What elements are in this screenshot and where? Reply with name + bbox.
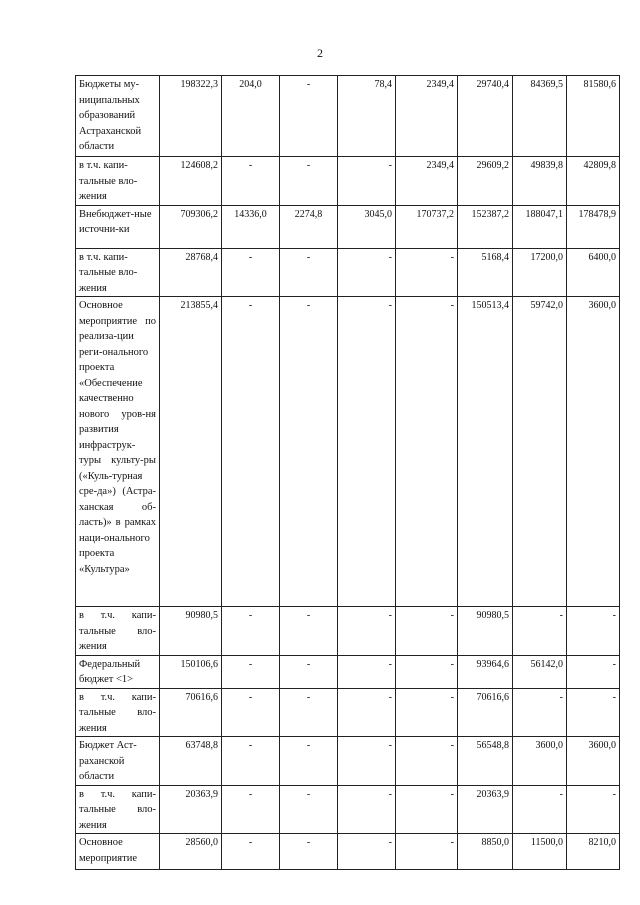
cell-value: 63748,8 [160,737,222,786]
cell-value: - [567,607,620,656]
cell-value: 17200,0 [513,248,567,297]
cell-value: 2274,8 [280,205,338,248]
cell-value: 709306,2 [160,205,222,248]
cell-value: 28560,0 [160,834,222,870]
cell-value: - [338,688,396,737]
cell-value: 5168,4 [458,248,513,297]
cell-value: - [280,834,338,870]
cell-value: - [396,737,458,786]
cell-value: - [396,655,458,688]
cell-value: 14336,0 [222,205,280,248]
cell-value: 8210,0 [567,834,620,870]
table-row [76,297,620,607]
cell-value: - [222,297,280,607]
cell-value: - [280,737,338,786]
cell-value: - [222,655,280,688]
cell-value: - [513,688,567,737]
cell-value: - [396,688,458,737]
table-row [76,76,620,157]
cell-value: - [338,248,396,297]
cell-value: - [338,297,396,607]
cell-value: - [222,157,280,206]
cell-value: - [222,248,280,297]
cell-value: 152387,2 [458,205,513,248]
row-label: Федеральный бюджет <1> [76,655,160,688]
table-row [76,655,620,688]
cell-value: - [280,297,338,607]
cell-value: 81580,6 [567,76,620,157]
cell-value: - [338,157,396,206]
cell-value: - [513,607,567,656]
cell-value: 59742,0 [513,297,567,607]
cell-value: 170737,2 [396,205,458,248]
cell-value: - [222,737,280,786]
row-label: в т.ч. капи-тальные вло-жения [76,157,160,206]
table-row [76,248,620,297]
cell-value: 90980,5 [458,607,513,656]
cell-value: - [338,737,396,786]
table-row [76,737,620,786]
cell-value: 29740,4 [458,76,513,157]
cell-value: - [280,785,338,834]
budget-table [75,75,620,870]
cell-value: 2349,4 [396,157,458,206]
cell-value: - [567,655,620,688]
row-label: Основное мероприятие [76,834,160,870]
cell-value: 178478,9 [567,205,620,248]
cell-value: 124608,2 [160,157,222,206]
cell-value: 188047,1 [513,205,567,248]
table-row [76,688,620,737]
cell-value: - [222,834,280,870]
row-label: Бюджеты му-ниципальных образований Астраханской области [76,76,160,157]
cell-value: 150106,6 [160,655,222,688]
cell-value: - [280,655,338,688]
cell-value: 90980,5 [160,607,222,656]
cell-value: - [567,785,620,834]
cell-value: 84369,5 [513,76,567,157]
table-row [76,834,620,870]
cell-value: 6400,0 [567,248,620,297]
cell-value: 3600,0 [567,297,620,607]
cell-value: 198322,3 [160,76,222,157]
row-label: Бюджет Аст-раханской области [76,737,160,786]
cell-value: 3045,0 [338,205,396,248]
cell-value: - [338,785,396,834]
cell-value: 150513,4 [458,297,513,607]
cell-value: - [222,785,280,834]
cell-value: - [280,607,338,656]
cell-value: 56548,8 [458,737,513,786]
cell-value: 3600,0 [567,737,620,786]
row-label: в т.ч. капи-тальные вло-жения [76,785,160,834]
table-row [76,607,620,656]
page-number: 2 [317,46,323,60]
row-label: в т.ч. капи-тальные вло-жения [76,688,160,737]
table-row [76,205,620,248]
table-row [76,157,620,206]
cell-value: 42809,8 [567,157,620,206]
cell-value: - [338,607,396,656]
row-label: Внебюджет-ные источни-ки [76,205,160,248]
cell-value: 20363,9 [160,785,222,834]
table-row [76,785,620,834]
table-body [76,76,620,870]
cell-value: - [222,607,280,656]
cell-value: - [280,248,338,297]
cell-value: - [513,785,567,834]
row-label: в т.ч. капи-тальные вло-жения [76,607,160,656]
cell-value: - [396,248,458,297]
cell-value: - [280,688,338,737]
cell-value: 49839,8 [513,157,567,206]
cell-value: 213855,4 [160,297,222,607]
cell-value: 56142,0 [513,655,567,688]
cell-value: 70616,6 [458,688,513,737]
cell-value: - [338,655,396,688]
cell-value: 204,0 [222,76,280,157]
cell-value: - [338,834,396,870]
row-label: Основное мероприятие по реализа-ции реги-онального проекта «Обеспечение качественно нового уров-ня развития инфраструк-туры культу-ры («Куль-турная сре-да») (Астра-ханская об-ласть)» в рамках наци-онального проекта «Культура» [76,297,160,607]
row-label: в т.ч. капи-тальные вло-жения [76,248,160,297]
cell-value: 2349,4 [396,76,458,157]
cell-value: 3600,0 [513,737,567,786]
cell-value: 11500,0 [513,834,567,870]
cell-value: - [567,688,620,737]
cell-value: 20363,9 [458,785,513,834]
cell-value: - [280,157,338,206]
cell-value: 29609,2 [458,157,513,206]
cell-value: - [222,688,280,737]
cell-value: - [396,607,458,656]
cell-value: - [396,297,458,607]
cell-value: 93964,6 [458,655,513,688]
cell-value: 28768,4 [160,248,222,297]
cell-value: 70616,6 [160,688,222,737]
cell-value: 78,4 [338,76,396,157]
cell-value: - [280,76,338,157]
cell-value: - [396,834,458,870]
cell-value: 8850,0 [458,834,513,870]
cell-value: - [396,785,458,834]
